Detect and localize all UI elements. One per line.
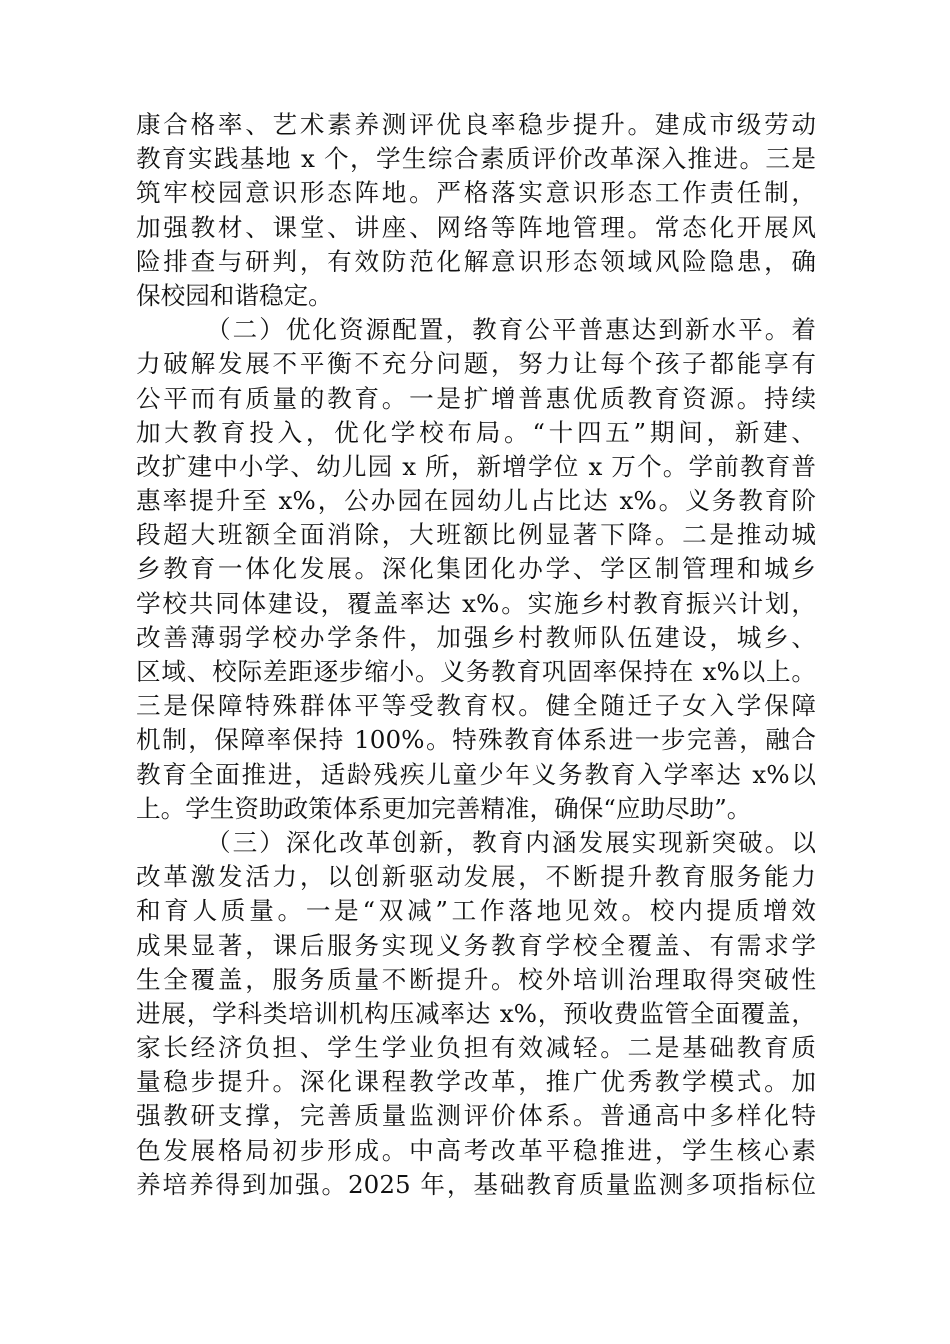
- text-line: （三）深化改革创新，教育内涵发展实现新突破。以: [206, 827, 816, 857]
- text-line: 学校共同体建设，覆盖率达 x%。实施乡村教育振兴计划，: [136, 588, 816, 618]
- text-line: 机制，保障率保持 100%。特殊教育体系进一步完善，融合: [136, 725, 816, 755]
- text-line: 康合格率、艺术素养测评优良率稳步提升。建成市级劳动: [136, 110, 816, 139]
- text-line: 量稳步提升。深化课程教学改革，推广优秀教学模式。加: [136, 1067, 816, 1097]
- text-line: 区域、校际差距逐步缩小。义务教育巩固率保持在 x%以上。: [136, 657, 816, 686]
- text-line: 教育实践基地 x 个，学生综合素质评价改革深入推进。三是: [136, 144, 816, 174]
- text-line: 改善薄弱学校办学条件，加强乡村教师队伍建设，城乡、: [136, 622, 816, 652]
- text-line: 保校园和谐稳定。: [136, 280, 333, 310]
- paragraph-1-continuation: [136, 108, 816, 313]
- text-line: 养培养得到加强。2025 年，基础教育质量监测多项指标位: [136, 1169, 816, 1199]
- text-line: 和育人质量。一是“双减”工作落地见效。校内提质增效: [136, 896, 816, 926]
- text-line: 加强教材、课堂、讲座、网络等阵地管理。常态化开展风: [136, 212, 816, 242]
- text-line: 强教研支撑，完善质量监测评价体系。普通高中多样化特: [136, 1101, 816, 1131]
- text-line: 筑牢校园意识形态阵地。严格落实意识形态工作责任制，: [136, 178, 816, 208]
- text-line: 惠率提升至 x%，公办园在园幼儿占比达 x%。义务教育阶: [136, 486, 816, 516]
- text-line: （二）优化资源配置，教育公平普惠达到新水平。着: [206, 315, 816, 345]
- text-line: 家长经济负担、学生学业负担有效减轻。二是基础教育质: [136, 1033, 816, 1063]
- text-line: 进展，学科类培训机构压减率达 x%，预收费监管全面覆盖，: [136, 998, 816, 1028]
- text-line: 生全覆盖，服务质量不断提升。校外培训治理取得突破性: [136, 964, 816, 994]
- text-line: 改扩建中小学、幼儿园 x 所，新增学位 x 万个。学前教育普: [136, 451, 816, 481]
- text-line: 改革激发活力，以创新驱动发展，不断提升教育服务能力: [136, 862, 816, 892]
- text-line: 加大教育投入，优化学校布局。“十四五”期间，新建、: [136, 417, 816, 447]
- paragraph-3-section-three: [136, 826, 816, 1202]
- text-line: 教育全面推进，适龄残疾儿童少年义务教育入学率达 x%以: [136, 759, 816, 789]
- document-body: [136, 108, 816, 1202]
- text-line: 色发展格局初步形成。中高考改革平稳推进，学生核心素: [136, 1135, 816, 1165]
- text-line: 力破解发展不平衡不充分问题，努力让每个孩子都能享有: [136, 349, 816, 379]
- text-line: 上。学生资助政策体系更加完善精准，确保“应助尽助”。: [136, 793, 752, 823]
- text-line: 段超大班额全面消除，大班额比例显著下降。二是推动城: [136, 520, 816, 550]
- text-line: 险排查与研判，有效防范化解意识形态领域风险隐患，确: [136, 246, 816, 276]
- text-line: 公平而有质量的教育。一是扩增普惠优质教育资源。持续: [136, 383, 816, 413]
- text-line: 三是保障特殊群体平等受教育权。健全随迁子女入学保障: [136, 691, 816, 721]
- text-line: 成果显著，课后服务实现义务教育学校全覆盖、有需求学: [136, 930, 816, 960]
- paragraph-2-section-two: [136, 313, 816, 826]
- text-line: 乡教育一体化发展。深化集团化办学、学区制管理和城乡: [136, 554, 816, 584]
